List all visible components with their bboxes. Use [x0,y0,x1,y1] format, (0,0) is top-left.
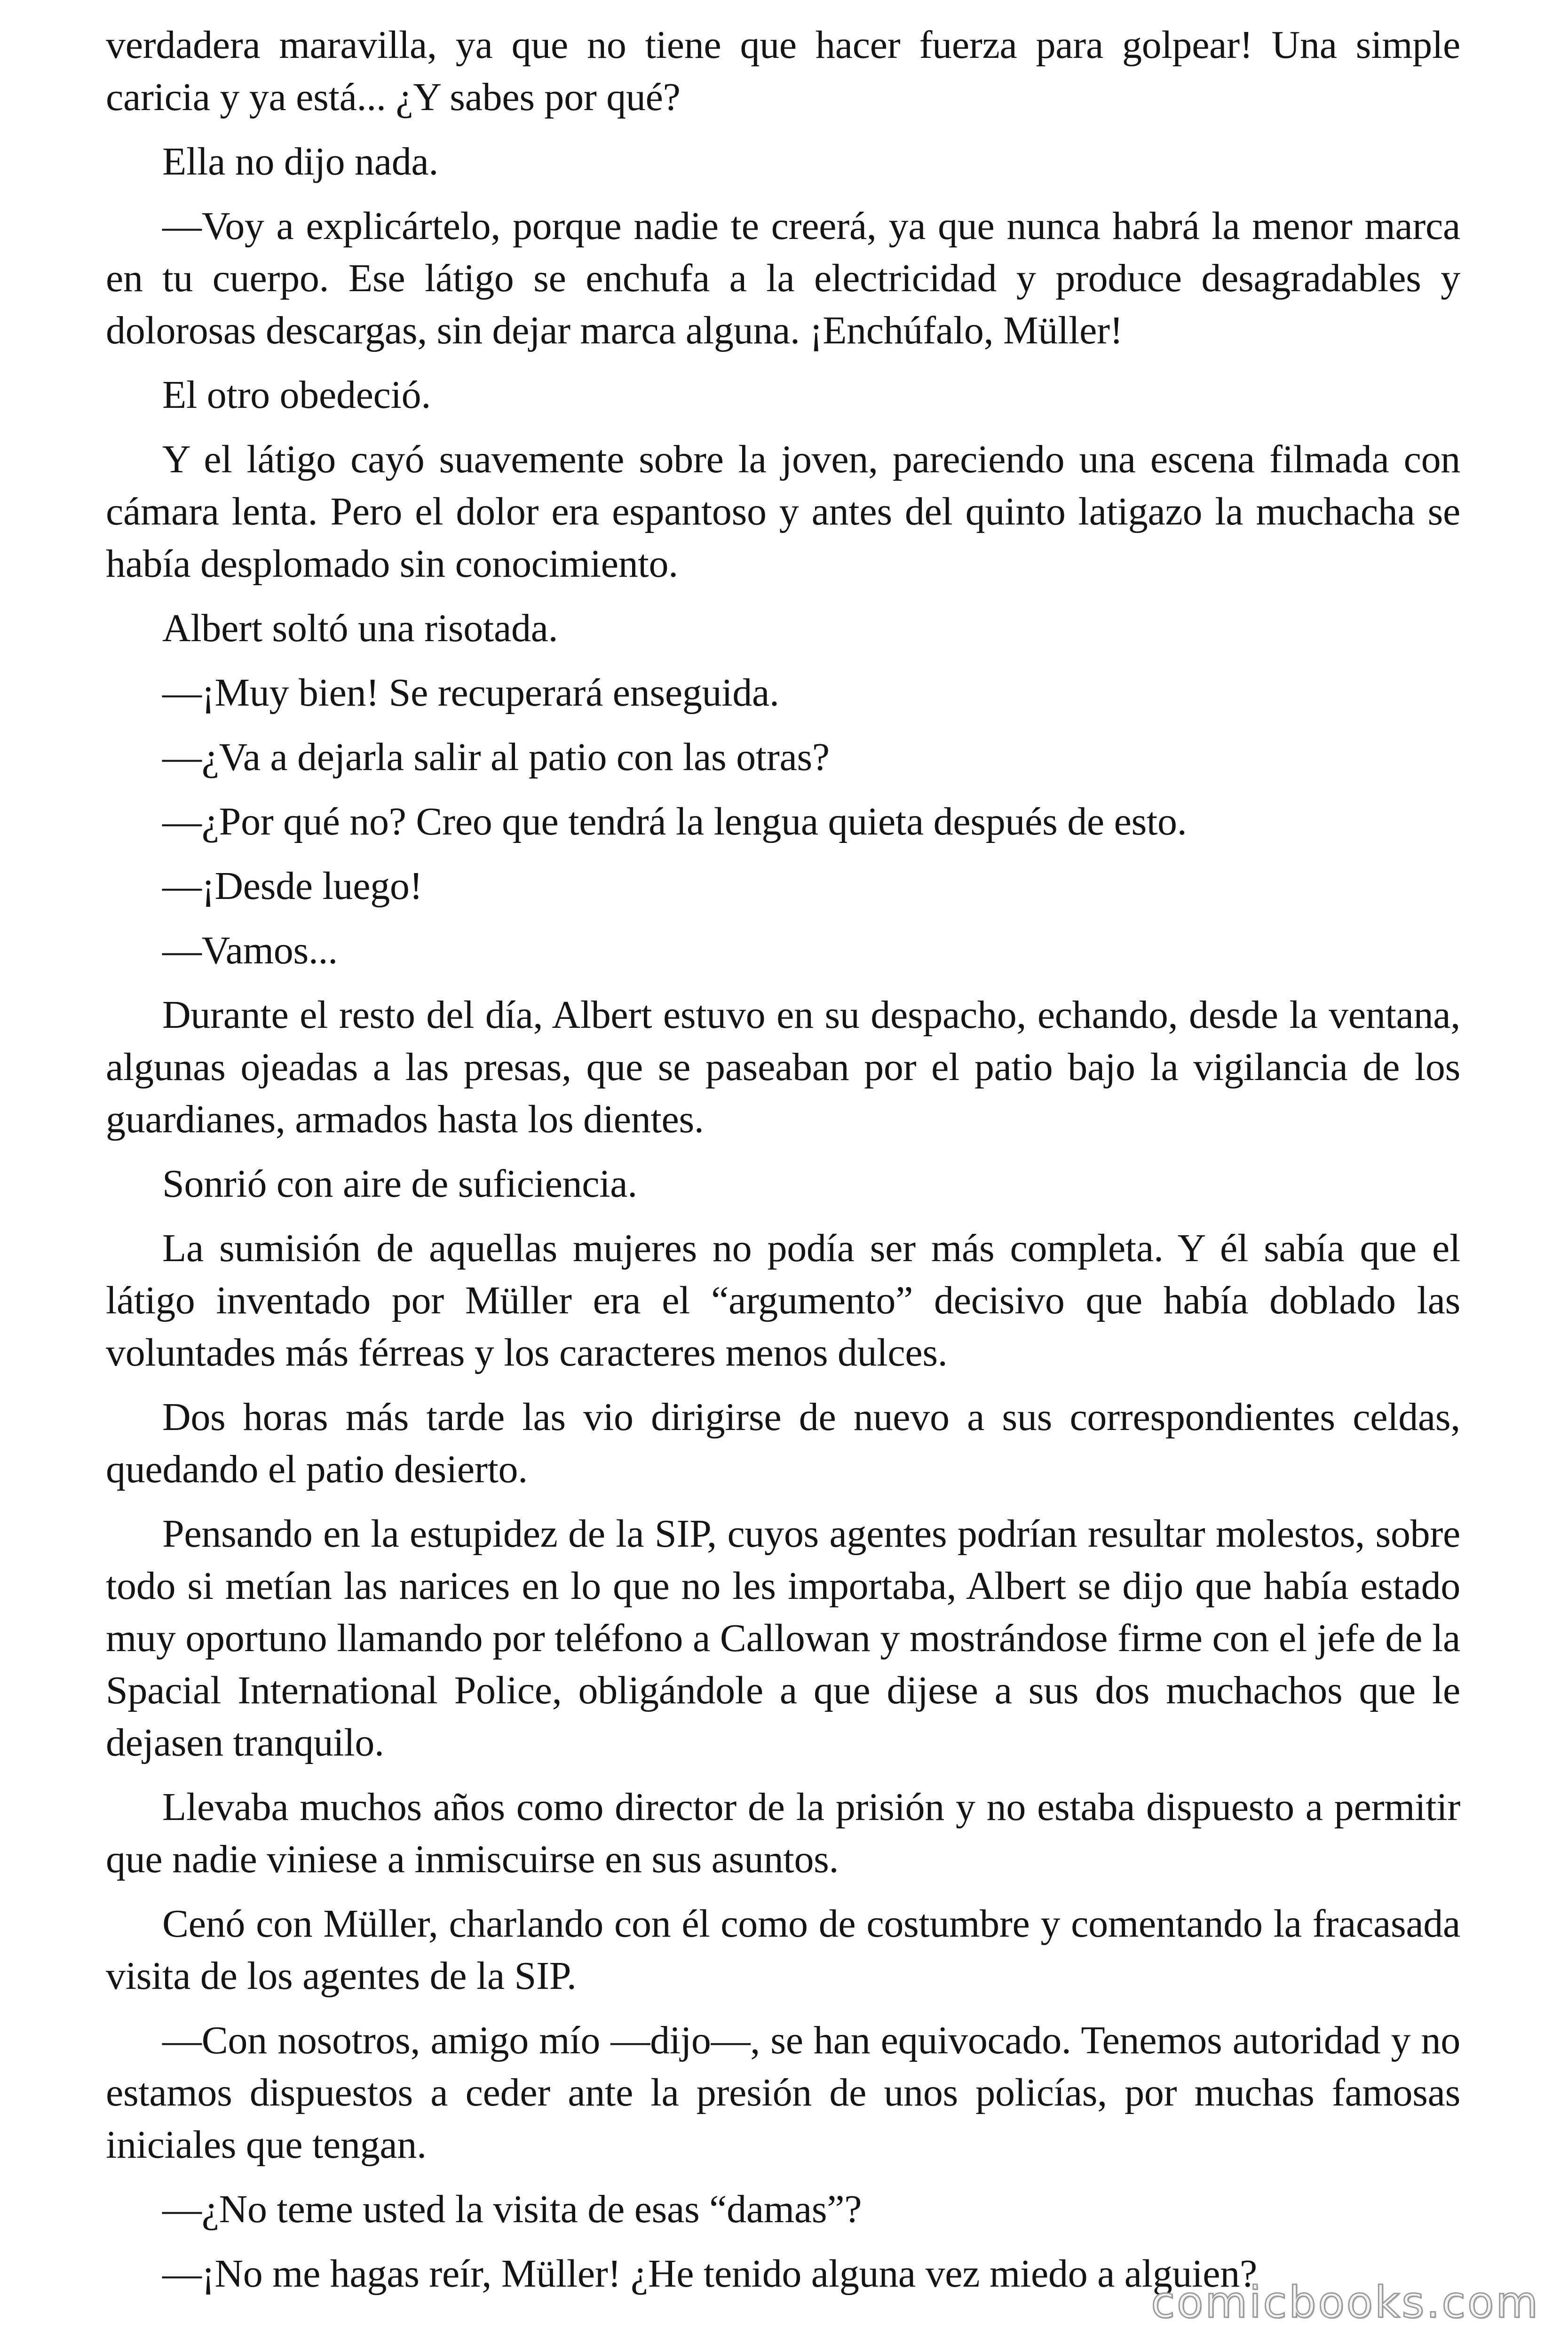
paragraph: Sonrió con aire de suficiencia. [162,1162,637,1206]
paragraph: Y el látigo cayó suavemente sobre la joven, pareciendo una escena filmada con cámara lenta. Pero el dolor era espantoso y antes del quinto latigazo la muchacha se había desplomado sin conocimiento. [106,437,1460,586]
paragraph: —¿No teme usted la visita de esas “damas”? [162,2187,862,2231]
paragraph: —¿Va a dejarla salir al patio con las otras? [162,735,830,779]
paragraph: La sumisión de aquellas mujeres no podía ser más completa. Y él sabía que el látigo inventado por Müller era el “argumento” decisivo que había doblado las voluntades más férreas y los caracteres menos dulces. [106,1226,1460,1375]
paragraph: Albert soltó una risotada. [162,606,558,650]
paragraph: Ella no dijo nada. [162,140,439,183]
paragraph: Durante el resto del día, Albert estuvo en su despacho, echando, desde la ventana, algunas ojeadas a las presas, que se paseaban por el patio bajo la vigilancia de los guardianes, armados hasta los dientes. [106,993,1460,1141]
paragraph: —Voy a explicártelo, porque nadie te creerá, ya que nunca habrá la menor marca en tu cuerpo. Ese látigo se enchufa a la electricidad y produce desagradables y dolorosas descargas, sin dejar marca alguna. ¡Enchúfalo, Müller! [106,204,1460,352]
watermark: comicbooks.com [1151,2277,1540,2328]
paragraph: —¡No me hagas reír, Müller! ¿He tenido alguna vez miedo a alguien? [162,2252,1257,2296]
paragraph: —Vamos... [162,929,338,972]
paragraph: —¿Por qué no? Creo que tendrá la lengua quieta después de esto. [162,800,1187,843]
paragraph: —¡Muy bien! Se recuperará enseguida. [162,671,779,715]
paragraph: —Con nosotros, amigo mío —dijo—, se han equivocado. Tenemos autoridad y no estamos dispuestos a ceder ante la presión de unos policías, por muchas famosas iniciales que tengan. [106,2018,1460,2167]
paragraph: —¡Desde luego! [162,864,423,908]
paragraph: Llevaba muchos años como director de la prisión y no estaba dispuesto a permitir que nadie viniese a inmiscuirse en sus asuntos. [106,1785,1460,1881]
paragraph: Pensando en la estupidez de la SIP, cuyos agentes podrían resultar molestos, sobre todo si metían las narices en lo que no les importaba, Albert se dijo que había estado muy oportuno llamando por teléfono a Callowan y mostrándose firme con el jefe de la Spacial International Police, obligándole a que dijese a sus dos muchachos que le dejasen tranquilo. [106,1512,1460,1764]
paragraph: Cenó con Müller, charlando con él como de costumbre y comentando la fracasada visita de los agentes de la SIP. [106,1902,1460,1998]
paragraph: verdadera maravilla, ya que no tiene que hacer fuerza para golpear! Una simple caricia y ya está... ¿Y sabes por qué? [106,23,1460,119]
book-page [106,19,1460,2338]
paragraph: Dos horas más tarde las vio dirigirse de nuevo a sus correspondientes celdas, quedando el patio desierto. [106,1395,1460,1491]
paragraph: El otro obedeció. [162,373,431,417]
